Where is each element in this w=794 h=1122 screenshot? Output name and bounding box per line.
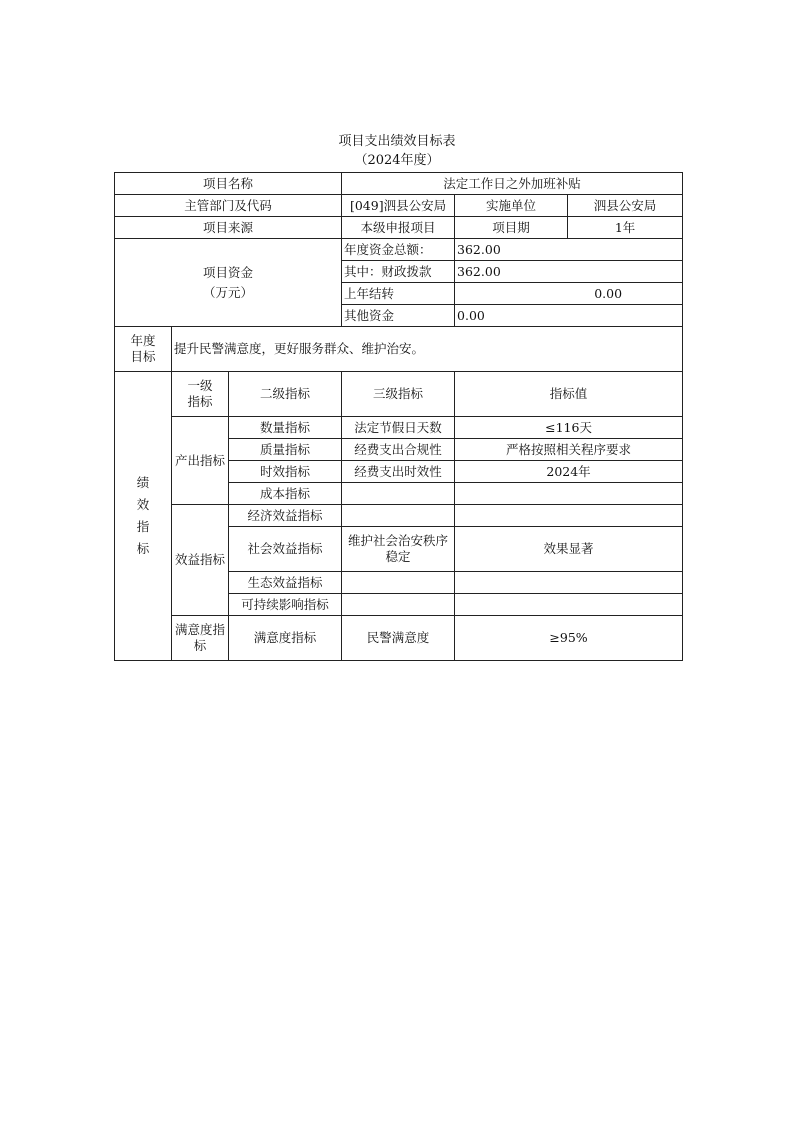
dept-label: 主管部门及代码 — [115, 195, 342, 217]
value-cell — [455, 483, 683, 505]
level3-cell: 民警满意度 — [342, 616, 455, 661]
row-funds-total — [115, 239, 683, 261]
funds-label — [115, 239, 342, 327]
side-char: 标 — [136, 541, 150, 556]
level3-cell — [342, 527, 455, 572]
row-source — [115, 217, 683, 239]
level3-cell — [342, 594, 455, 616]
benefit-indicator-label: 效益指标 — [172, 505, 229, 616]
funds-item-value: 362.00 — [455, 261, 683, 283]
level3-line1: 维护社会治安秩序 — [348, 533, 449, 548]
output-indicator-label: 产出指标 — [172, 417, 229, 505]
funds-item-label: 其他资金 — [342, 305, 455, 327]
header-level2: 二级指标 — [229, 372, 342, 417]
performance-target-table — [114, 172, 683, 661]
level3-cell: 经费支出合规性 — [342, 439, 455, 461]
source-value: 本级申报项目 — [342, 217, 455, 239]
funds-item-value: 362.00 — [455, 239, 683, 261]
level2-cell: 生态效益指标 — [229, 572, 342, 594]
level3-cell — [342, 483, 455, 505]
header-level1-line2: 指标 — [187, 394, 213, 409]
level3-cell — [342, 572, 455, 594]
project-name-label: 项目名称 — [115, 173, 342, 195]
document-subtitle: （2024年度） — [354, 153, 440, 168]
satisfaction-label-line2: 标 — [193, 638, 207, 653]
level2-cell: 数量指标 — [229, 417, 342, 439]
funds-item-label: 其中：财政拨款 — [342, 261, 455, 283]
level2-cell: 社会效益指标 — [229, 527, 342, 572]
side-char: 绩 — [136, 475, 150, 490]
side-char: 效 — [136, 497, 150, 512]
table-row — [115, 505, 683, 527]
level2-cell: 可持续影响指标 — [229, 594, 342, 616]
level3-line2: 稳定 — [385, 549, 411, 564]
goal-label-line2: 目标 — [130, 349, 156, 364]
dept-value: [049]泗县公安局 — [342, 195, 455, 217]
goal-label — [115, 327, 172, 372]
funds-item-label: 上年结转 — [342, 283, 455, 305]
header-level1-line1: 一级 — [187, 378, 213, 393]
value-cell — [455, 572, 683, 594]
satisfaction-indicator-label — [172, 616, 229, 661]
level2-cell: 时效指标 — [229, 461, 342, 483]
goal-value: 提升民警满意度，更好服务群众、维护治安。 — [172, 327, 683, 372]
level3-cell — [342, 505, 455, 527]
funds-label-line2: （万元） — [203, 284, 254, 300]
level3-cell: 法定节假日天数 — [342, 417, 455, 439]
period-value: 1年 — [568, 217, 683, 239]
funds-item-label: 年度资金总额： — [342, 239, 455, 261]
level2-cell: 满意度指标 — [229, 616, 342, 661]
value-cell — [455, 505, 683, 527]
table-row — [115, 417, 683, 439]
row-department — [115, 195, 683, 217]
period-label: 项目期 — [455, 217, 568, 239]
value-cell: ≥95% — [455, 616, 683, 661]
row-project-name — [115, 173, 683, 195]
row-indicator-header — [115, 372, 683, 417]
unit-value: 泗县公安局 — [568, 195, 683, 217]
value-cell: ≤116天 — [455, 417, 683, 439]
header-level1 — [172, 372, 229, 417]
level3-cell: 经费支出时效性 — [342, 461, 455, 483]
document-title: 项目支出绩效目标表 — [338, 134, 456, 149]
side-char: 指 — [136, 519, 150, 534]
funds-item-value: 0.00 — [455, 283, 683, 305]
satisfaction-label-line1: 满意度指 — [174, 622, 225, 637]
project-name-value: 法定工作日之外加班补贴 — [342, 173, 683, 195]
level2-cell: 成本指标 — [229, 483, 342, 505]
value-cell: 2024年 — [455, 461, 683, 483]
goal-label-line1: 年度 — [130, 333, 156, 348]
row-annual-goal — [115, 327, 683, 372]
funds-item-value: 0.00 — [455, 305, 683, 327]
value-cell: 效果显著 — [455, 527, 683, 572]
value-cell — [455, 594, 683, 616]
funds-label-line1: 项目资金 — [203, 264, 254, 280]
level2-cell: 质量指标 — [229, 439, 342, 461]
indicator-side-label — [115, 372, 172, 661]
level2-cell: 经济效益指标 — [229, 505, 342, 527]
header-level3: 三级指标 — [342, 372, 455, 417]
table-row — [115, 616, 683, 661]
unit-label: 实施单位 — [455, 195, 568, 217]
header-value: 指标值 — [455, 372, 683, 417]
source-label: 项目来源 — [115, 217, 342, 239]
value-cell: 严格按照相关程序要求 — [455, 439, 683, 461]
